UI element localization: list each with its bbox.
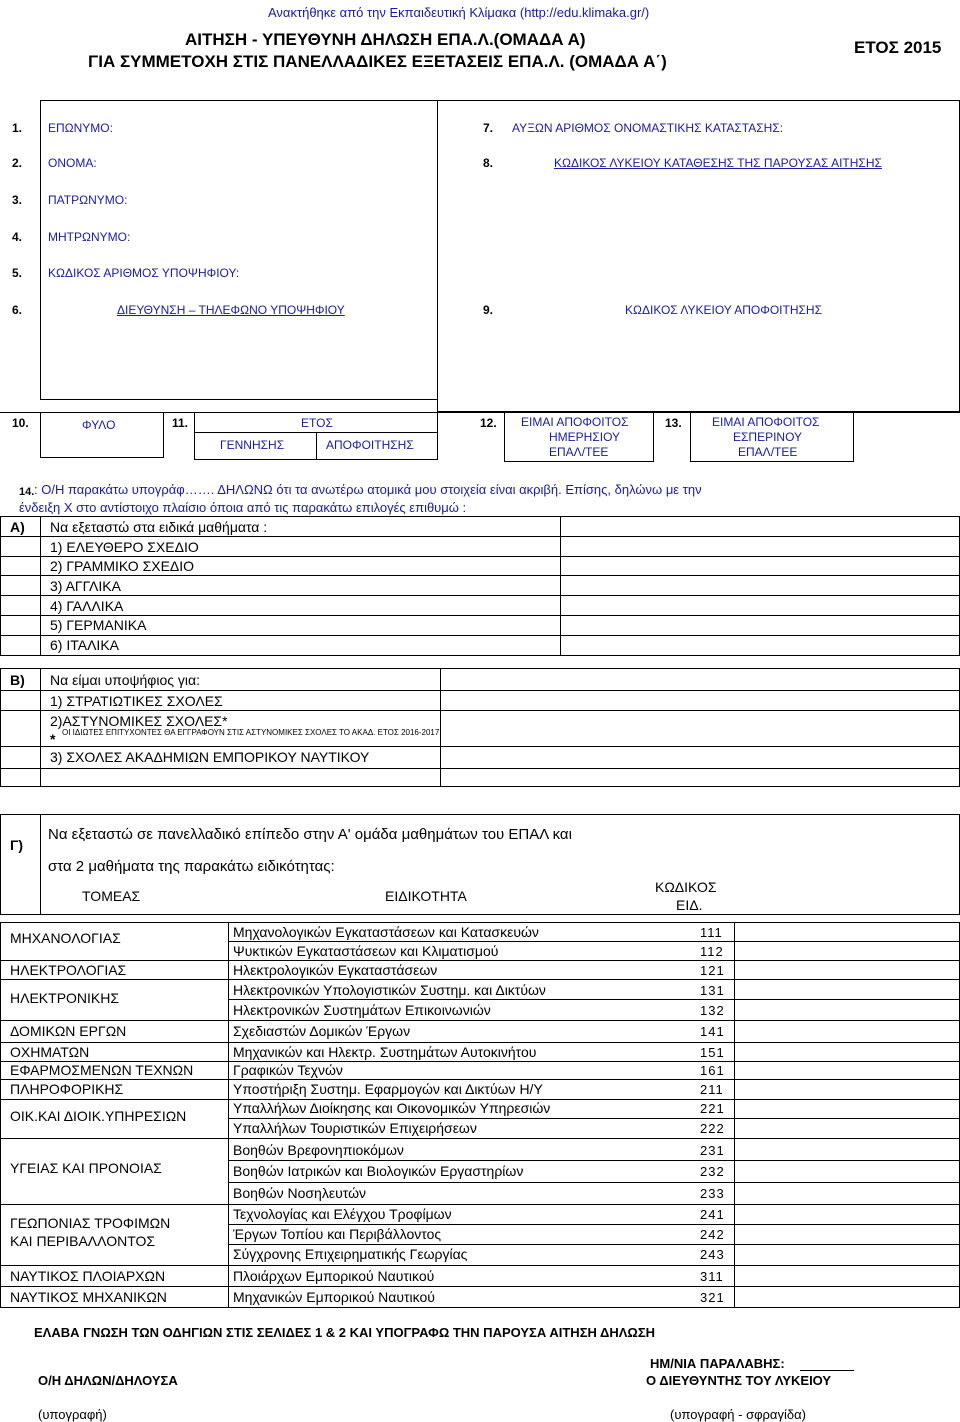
specialty-code[interactable]: 221 xyxy=(700,1101,725,1116)
specialty-code[interactable]: 161 xyxy=(700,1063,725,1078)
divider xyxy=(0,595,960,596)
source-note: Ανακτήθηκε από την Εκπαιδευτική Κλίμακα (http://edu.klimaka.gr/) xyxy=(268,5,650,20)
field-number: 6. xyxy=(12,303,23,317)
section-b-letter: Β) xyxy=(10,672,25,688)
specialty-name: Σχεδιαστών Δομικών Έργων xyxy=(233,1023,411,1039)
specialty-code[interactable]: 243 xyxy=(700,1247,725,1262)
submission-school-code-field[interactable]: ΚΩΔΙΚΟΣ ΛΥΚΕΙΟΥ ΚΑΤΑΘΕΣΗΣ ΤΗΣ ΠΑΡΟΥΣΑΣ ΑΙΤΗΣΗΣ xyxy=(554,156,882,170)
field-number: 9. xyxy=(483,303,494,317)
sector-label: ΚΑΙ ΠΕΡΙΒΑΛΛΟΝΤΟΣ xyxy=(10,1233,156,1249)
sector-label: ΟΙΚ.ΚΑΙ ΔΙΟΙΚ.ΥΠΗΡΕΣΙΩΝ xyxy=(10,1108,187,1124)
divider xyxy=(0,746,960,747)
graduation-year-field[interactable]: ΑΠΟΦΟΙΤΗΣΗΣ xyxy=(326,438,414,452)
day-school-label: ΗΜΕΡΗΣΙΟΥ xyxy=(549,430,621,444)
day-school-label: ΕΠΑΛ/ΤΕΕ xyxy=(549,445,609,459)
specialty-code[interactable]: 321 xyxy=(700,1290,725,1305)
field-number: 1. xyxy=(12,121,23,135)
field-number: 4. xyxy=(12,230,23,244)
evening-school-label: ΕΠΑΛ/ΤΕΕ xyxy=(738,445,798,459)
sector-label: ΗΛΕΚΤΡΟΝΙΚΗΣ xyxy=(10,990,120,1006)
birth-year-field[interactable]: ΓΕΝΝΗΣΗΣ xyxy=(220,438,285,452)
field-number: 13. xyxy=(665,416,682,430)
divider xyxy=(0,1042,960,1043)
candidate-code-field[interactable]: ΚΩΔΙΚΟΣ ΑΡΙΘΜΟΣ ΥΠΟΨΗΦΙΟΥ: xyxy=(48,266,240,280)
year-header: ΕΤΟΣ xyxy=(301,416,333,430)
specialty-code[interactable]: 242 xyxy=(700,1227,725,1242)
specialty-code[interactable]: 131 xyxy=(700,983,725,998)
specialty-code[interactable]: 111 xyxy=(700,925,723,940)
divider xyxy=(0,1138,960,1139)
special-subject-option[interactable]: 2) ΓΡΑΜΜΙΚΟ ΣΧΕΔΙΟ xyxy=(50,558,195,574)
sector-label: ΓΕΩΠΟΝΙΑΣ ΤΡΟΦΙΜΩΝ xyxy=(10,1215,171,1231)
divider xyxy=(440,668,441,787)
declaration-line-2: ένδειξη Χ στο αντίστοιχο πλαίσιο όποια από τις παρακάτω επιλογές επιθυμώ : xyxy=(19,500,467,515)
sector-label: ΔΟΜΙΚΩΝ ΕΡΓΩΝ xyxy=(10,1023,127,1039)
surname-field[interactable]: ΕΠΩΝΥΜΟ: xyxy=(48,121,113,135)
gender-label: ΦΥΛΟ xyxy=(82,418,116,432)
specialty-name: Ηλεκτρονικών Συστημάτων Επικοινωνιών xyxy=(233,1002,491,1018)
receipt-date-label: ΗΜ/ΝΙΑ ΠΑΡΑΛΑΒΗΣ: xyxy=(650,1356,785,1371)
title-line-2: ΓΙΑ ΣΥΜΜΕΤΟΧΗ ΣΤΙΣ ΠΑΝΕΛΛΑΔΙΚΕΣ ΕΞΕΤΑΣΕΙΣ ΕΠΑ.Λ. (ΟΜΑΔΑ Α΄) xyxy=(88,52,667,71)
police-schools-option[interactable]: 2)ΑΣΤΥΝΟΜΙΚΕΣ ΣΧΟΛΕΣ* xyxy=(50,713,228,729)
field-number: 14. xyxy=(19,486,35,498)
specialty-code[interactable]: 121 xyxy=(700,963,725,978)
field-number: 5. xyxy=(12,266,23,280)
divider xyxy=(228,1224,960,1225)
specialty-name: Μηχανικών Εμπορικού Ναυτικού xyxy=(233,1289,435,1305)
divider xyxy=(0,615,960,616)
specialty-code[interactable]: 211 xyxy=(700,1082,724,1097)
divider xyxy=(0,710,960,711)
school-info-frame xyxy=(437,100,960,412)
police-schools-note: ΟΙ ΙΔΙΩΤΕΣ ΕΠΙΤΥΧΟΝΤΕΣ ΘΑ ΕΓΓΡΑΦΟΥΝ ΣΤΙΣ ΑΣΤΥΝΟΜΙΚΕΣ ΣΧΟΛΕΣ ΤΟ ΑΚΑΔ. ΕΤΟΣ 2016-2017 xyxy=(62,728,440,737)
specialty-name: Μηχανολογικών Εγκαταστάσεων και Κατασκευών xyxy=(233,924,539,940)
specialty-code[interactable]: 112 xyxy=(700,944,724,959)
section-b-heading: Να είμαι υποψήφιος για: xyxy=(50,672,200,688)
specialty-code[interactable]: 233 xyxy=(700,1186,725,1201)
field-number: 12. xyxy=(480,416,497,430)
director-signature-stamp[interactable]: (υπογραφή - σφραγίδα) xyxy=(670,1407,806,1422)
specialty-code[interactable]: 151 xyxy=(700,1045,725,1060)
section-c-line-1: Να εξεταστώ σε πανελλαδικό επίπεδο στην Α' ομάδα μαθημάτων του ΕΠΑΛ και xyxy=(48,826,572,843)
declarant-signature[interactable]: (υπογραφή) xyxy=(38,1407,107,1422)
specialty-code[interactable]: 231 xyxy=(700,1143,725,1158)
footnote-star: * xyxy=(50,731,56,747)
specialty-name: Υποστήριξη Συστημ. Εφαρμογών και Δικτύων Η/Υ xyxy=(233,1081,543,1097)
receipt-date-line[interactable] xyxy=(800,1370,854,1371)
specialty-name: Υπαλλήλων Τουριστικών Επιχειρήσεων xyxy=(233,1120,477,1136)
column-specialty: ΕΙΔΙΚΟΤΗΤΑ xyxy=(385,888,467,904)
specialty-name: Ηλεκτρονικών Υπολογιστικών Συστημ. και Δικτύων xyxy=(233,982,546,998)
military-schools-option[interactable]: 1) ΣΤΡΑΤΙΩΤΙΚΕΣ ΣΧΟΛΕΣ xyxy=(50,693,223,709)
day-school-label: ΕΙΜΑΙ ΑΠΟΦΟΙΤΟΣ xyxy=(521,415,629,429)
specialty-name: Ηλεκτρολογικών Εγκαταστάσεων xyxy=(233,962,438,978)
specialty-code[interactable]: 141 xyxy=(700,1024,725,1039)
specialty-name: Έργων Τοπίου και Περιβάλλοντος xyxy=(233,1226,442,1242)
sector-label: ΟΧΗΜΑΤΩΝ xyxy=(10,1044,90,1060)
evening-school-label: ΕΙΜΑΙ ΑΠΟΦΟΙΤΟΣ xyxy=(712,415,820,429)
column-sector: ΤΟΜΕΑΣ xyxy=(82,888,141,904)
specialty-name: Βοηθών Νοσηλευτών xyxy=(233,1185,366,1201)
divider xyxy=(0,536,960,537)
sector-label: ΝΑΥΤΙΚΟΣ ΜΗΧΑΝΙΚΩΝ xyxy=(10,1289,167,1305)
divider xyxy=(0,1204,960,1205)
divider xyxy=(0,1265,960,1266)
specialty-name: Πλοιάρχων Εμπορικού Ναυτικού xyxy=(233,1268,435,1284)
form-year: ΕΤΟΣ 2015 xyxy=(854,38,942,57)
divider xyxy=(228,1182,960,1183)
title-line-1: ΑΙΤΗΣΗ - ΥΠΕΥΘΥΝΗ ΔΗΛΩΣΗ ΕΠΑ.Λ.(ΟΜΑΔΑ Α) xyxy=(185,30,586,49)
special-subject-option[interactable]: 5) ΓΕΡΜΑΝΙΚΑ xyxy=(50,617,147,633)
divider xyxy=(228,1118,960,1119)
section-a-heading: Να εξεταστώ στα ειδικά μαθήματα : xyxy=(50,519,268,535)
acknowledgement-notice: ΕΛΑΒΑ ΓΝΩΣΗ ΤΩΝ ΟΔΗΓΙΩΝ ΣΤΙΣ ΣΕΛΙΔΕΣ 1 & 2 ΚΑΙ ΥΠΟΓΡΑΦΩ ΤΗΝ ΠΑΡΟΥΣΑ ΑΙΤΗΣΗ ΔΗΛΩΣΗ xyxy=(34,1325,656,1340)
specialty-code[interactable]: 232 xyxy=(700,1164,725,1179)
declarant-label: Ο/Η ΔΗΛΩΝ/ΔΗΛΟΥΣΑ xyxy=(38,1373,178,1388)
divider xyxy=(0,1286,960,1287)
divider xyxy=(40,814,41,915)
sector-label: ΜΗΧΑΝΟΛΟΓΙΑΣ xyxy=(10,930,121,946)
specialty-name: Βοηθών Βρεφονηπιοκόμων xyxy=(233,1142,404,1158)
specialty-name: Γραφικών Τεχνών xyxy=(233,1062,343,1078)
divider xyxy=(0,1079,960,1080)
section-a-letter: Α) xyxy=(10,519,25,535)
divider xyxy=(228,1244,960,1245)
sector-label: ΥΓΕΙΑΣ ΚΑΙ ΠΡΟΝΟΙΑΣ xyxy=(10,1160,162,1176)
divider xyxy=(228,1160,960,1161)
column-code: ΚΩΔΙΚΟΣ xyxy=(655,879,717,895)
divider xyxy=(0,768,960,769)
special-subject-option[interactable]: 3) ΑΓΓΛΙΚΑ xyxy=(50,578,121,594)
section-c-line-2: στα 2 μαθήματα της παρακάτω ειδικότητας: xyxy=(48,858,335,875)
field-number: 10. xyxy=(12,416,29,430)
specialty-name: Μηχανικών και Ηλεκτρ. Συστημάτων Αυτοκινήτου xyxy=(233,1044,537,1060)
divider xyxy=(40,668,41,787)
mother-name-field[interactable]: ΜΗΤΡΩΝΥΜΟ: xyxy=(48,230,131,244)
divider xyxy=(0,960,960,961)
evening-school-label: ΕΣΠΕΡΙΝΟΥ xyxy=(733,430,803,444)
specialty-name: Τεχνολογίας και Ελέγχου Τροφίμων xyxy=(233,1206,452,1222)
specialty-code[interactable]: 222 xyxy=(700,1121,725,1136)
field-number: 3. xyxy=(12,193,23,207)
address-phone-field[interactable]: ΔΙΕΥΘΥΝΣΗ – ΤΗΛΕΦΩΝΟ ΥΠΟΨΗΦΙΟΥ xyxy=(117,303,345,317)
merchant-navy-option[interactable]: 3) ΣΧΟΛΕΣ ΑΚΑΔΗΜΙΩΝ ΕΜΠΟΡΙΚΟΥ ΝΑΥΤΙΚΟΥ xyxy=(50,749,370,765)
father-name-field[interactable]: ΠΑΤΡΩΝΥΜΟ: xyxy=(48,193,128,207)
column-code: ΕΙΔ. xyxy=(676,897,703,913)
field-number: 8. xyxy=(483,156,494,170)
specialty-name: Σύγχρονης Επιχειρηματικής Γεωργίας xyxy=(233,1246,468,1262)
specialty-code[interactable]: 241 xyxy=(700,1207,725,1222)
specialty-name: Υπαλλήλων Διοίκησης και Οικονομικών Υπηρεσιών xyxy=(233,1100,551,1116)
special-subject-option[interactable]: 6) ΙΤΑΛΙΚΑ xyxy=(50,637,119,653)
divider xyxy=(0,556,960,557)
sector-label: ΝΑΥΤΙΚΟΣ ΠΛΟΙΑΡΧΩΝ xyxy=(10,1268,166,1284)
specialty-code[interactable]: 132 xyxy=(700,1003,725,1018)
field-number: 2. xyxy=(12,156,23,170)
specialty-name: Βοηθών Ιατρικών και Βιολογικών Εργαστηρίων xyxy=(233,1163,524,1179)
sector-label: ΕΦΑΡΜΟΣΜΕΝΩΝ ΤΕΧΝΩΝ xyxy=(10,1062,194,1078)
roll-number-field[interactable]: ΑΥΞΩΝ ΑΡΙΘΜΟΣ ΟΝΟΜΑΣΤΙΚΗΣ ΚΑΤΑΣΤΑΣΗΣ: xyxy=(512,121,784,135)
divider xyxy=(0,575,960,576)
section-c-letter: Γ) xyxy=(10,837,24,853)
field-number: 7. xyxy=(483,121,494,135)
special-subject-option[interactable]: 4) ΓΑΛΛΙΚΑ xyxy=(50,598,124,614)
divider xyxy=(316,432,317,460)
divider xyxy=(228,941,960,942)
divider xyxy=(0,635,960,636)
specialty-name: Ψυκτικών Εγκαταστάσεων και Κλιματισμού xyxy=(233,943,499,959)
declaration-line-1: : Ο/Η παρακάτω υπογράφ……. ΔΗΛΩΝΩ ότι τα ανωτέρω ατομικά μου στοιχεία είναι ακριβή. Επίσης, δηλώνω με την xyxy=(34,482,702,497)
divider xyxy=(0,979,960,980)
graduation-school-code-field[interactable]: ΚΩΔΙΚΟΣ ΛΥΚΕΙΟΥ ΑΠΟΦΟΙΤΗΣΗΣ xyxy=(625,303,823,317)
personal-info-frame xyxy=(40,100,438,400)
divider xyxy=(228,999,960,1000)
sector-label: ΠΛΗΡΟΦΟΡΙΚΗΣ xyxy=(10,1081,124,1097)
special-subject-option[interactable]: 1) ΕΛΕΥΘΕΡΟ ΣΧΕΔΙΟ xyxy=(50,539,199,555)
director-label: Ο ΔΙΕΥΘΥΝΤΗΣ ΤΟΥ ΛΥΚΕΙΟΥ xyxy=(646,1373,832,1388)
name-field[interactable]: ΟΝΟΜΑ: xyxy=(48,156,97,170)
specialty-code[interactable]: 311 xyxy=(700,1269,724,1284)
divider xyxy=(0,690,960,691)
field-number: 11. xyxy=(172,416,189,430)
divider xyxy=(0,1020,960,1021)
sector-label: ΗΛΕΚΤΡΟΛΟΓΙΑΣ xyxy=(10,962,127,978)
